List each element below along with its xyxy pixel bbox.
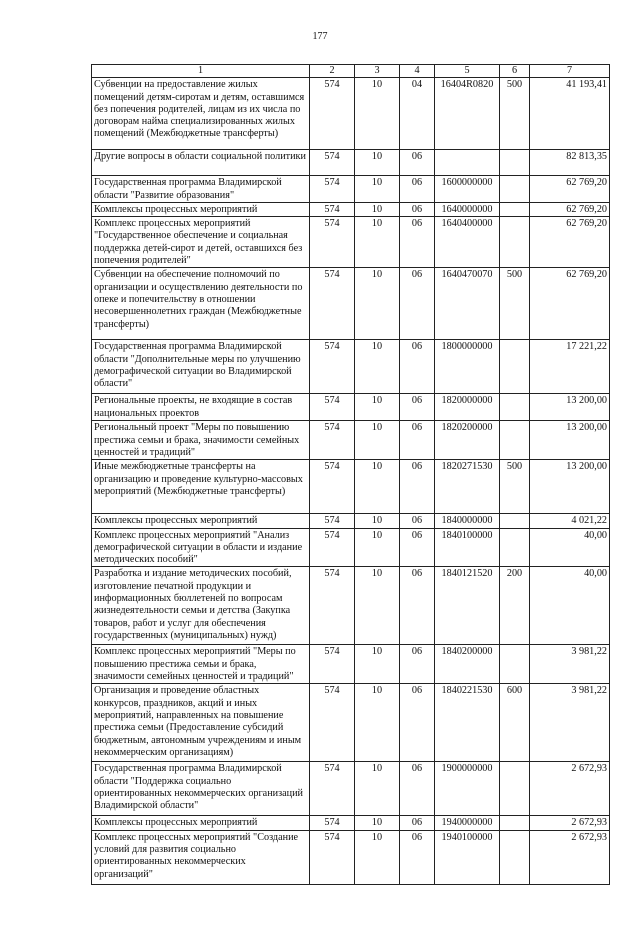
column-header-7: 7 (530, 65, 610, 78)
row-amount: 62 769,20 (530, 217, 610, 268)
row-expense-type (500, 816, 530, 830)
table-row (92, 421, 610, 460)
row-target-article: 1840121520 (435, 567, 500, 645)
row-expense-type (500, 528, 530, 567)
row-razdel: 10 (355, 816, 400, 830)
row-amount: 17 221,22 (530, 340, 610, 394)
table-row (92, 816, 610, 830)
row-amount: 41 193,41 (530, 78, 610, 150)
table-row (92, 567, 610, 645)
row-glava: 574 (310, 567, 355, 645)
row-target-article: 1640400000 (435, 217, 500, 268)
row-glava: 574 (310, 217, 355, 268)
row-expense-type: 500 (500, 78, 530, 150)
row-glava: 574 (310, 460, 355, 514)
row-expense-type (500, 830, 530, 884)
row-name: Комплекс процессных мероприятий "Государственное обеспечение и социальная поддержка детей-сирот и детей, оставшихся без попечения родителей" (92, 217, 310, 268)
table-row (92, 394, 610, 421)
row-target-article: 1840200000 (435, 645, 500, 684)
row-expense-type (500, 394, 530, 421)
row-razdel: 10 (355, 340, 400, 394)
row-target-article: 1820200000 (435, 421, 500, 460)
row-podrazdel: 06 (400, 762, 435, 816)
row-name: Региональные проекты, не входящие в состав национальных проектов (92, 394, 310, 421)
row-target-article: 1820000000 (435, 394, 500, 421)
row-expense-type (500, 176, 530, 203)
budget-table (91, 64, 610, 885)
row-expense-type: 500 (500, 460, 530, 514)
row-target-article: 1840000000 (435, 514, 500, 528)
table-row (92, 78, 610, 150)
column-header-5: 5 (435, 65, 500, 78)
row-razdel: 10 (355, 268, 400, 340)
row-target-article: 1940000000 (435, 816, 500, 830)
row-podrazdel: 06 (400, 816, 435, 830)
row-razdel: 10 (355, 78, 400, 150)
row-podrazdel: 06 (400, 150, 435, 176)
row-target-article: 1940100000 (435, 830, 500, 884)
row-podrazdel: 06 (400, 567, 435, 645)
row-podrazdel: 06 (400, 514, 435, 528)
row-podrazdel: 06 (400, 528, 435, 567)
column-header-1: 1 (92, 65, 310, 78)
column-header-4: 4 (400, 65, 435, 78)
row-razdel: 10 (355, 460, 400, 514)
row-name: Региональный проект "Меры по повышению престижа семьи и брака, значимости семейных ценностей и традиций" (92, 421, 310, 460)
row-glava: 574 (310, 340, 355, 394)
row-name: Субвенции на предоставление жилых помещений детям-сиротам и детям, оставшимся без попечения родителей, лицам из их числа по договорам найма специализированных жилых помещений (Межбюджетные трансферты) (92, 78, 310, 150)
column-header-2: 2 (310, 65, 355, 78)
row-name: Комплексы процессных мероприятий (92, 816, 310, 830)
row-target-article: 1640470070 (435, 268, 500, 340)
row-expense-type (500, 217, 530, 268)
row-razdel: 10 (355, 514, 400, 528)
row-expense-type: 200 (500, 567, 530, 645)
row-name: Государственная программа Владимирской области "Развитие образования" (92, 176, 310, 203)
row-podrazdel: 06 (400, 217, 435, 268)
row-razdel: 10 (355, 421, 400, 460)
row-target-article: 1840100000 (435, 528, 500, 567)
table-row (92, 830, 610, 884)
row-target-article (435, 150, 500, 176)
row-razdel: 10 (355, 150, 400, 176)
row-glava: 574 (310, 78, 355, 150)
table-row (92, 340, 610, 394)
table-row (92, 645, 610, 684)
row-glava: 574 (310, 528, 355, 567)
row-target-article: 1840221530 (435, 684, 500, 762)
row-name: Другие вопросы в области социальной политики (92, 150, 310, 176)
table-row (92, 150, 610, 176)
row-podrazdel: 06 (400, 645, 435, 684)
row-razdel: 10 (355, 762, 400, 816)
row-amount: 13 200,00 (530, 460, 610, 514)
table-row (92, 514, 610, 528)
row-name: Комплексы процессных мероприятий (92, 202, 310, 216)
row-glava: 574 (310, 421, 355, 460)
row-glava: 574 (310, 268, 355, 340)
row-glava: 574 (310, 514, 355, 528)
row-expense-type (500, 762, 530, 816)
row-name: Субвенции на обеспечение полномочий по организации и осуществлению деятельности по опеке и попечительству в отношении несовершеннолетних граждан (Межбюджетные трансферты) (92, 268, 310, 340)
row-amount: 13 200,00 (530, 394, 610, 421)
row-amount: 62 769,20 (530, 176, 610, 203)
row-target-article: 16404R0820 (435, 78, 500, 150)
row-razdel: 10 (355, 176, 400, 203)
row-target-article: 1800000000 (435, 340, 500, 394)
row-name: Организация и проведение областных конкурсов, праздников, акций и иных мероприятий, направленных на повышение престижа семьи (Предоставление субсидий бюджетным, автономным учреждениям и иным некоммерческим организациям) (92, 684, 310, 762)
row-glava: 574 (310, 816, 355, 830)
row-razdel: 10 (355, 684, 400, 762)
row-glava: 574 (310, 202, 355, 216)
row-razdel: 10 (355, 645, 400, 684)
row-glava: 574 (310, 150, 355, 176)
row-amount: 2 672,93 (530, 816, 610, 830)
row-name: Комплекс процессных мероприятий "Создание условий для развития социально ориентированных некоммерческих организаций" (92, 830, 310, 884)
table-row (92, 202, 610, 216)
column-header-6: 6 (500, 65, 530, 78)
row-target-article: 1600000000 (435, 176, 500, 203)
row-expense-type (500, 645, 530, 684)
table-row (92, 684, 610, 762)
row-razdel: 10 (355, 217, 400, 268)
row-amount: 82 813,35 (530, 150, 610, 176)
table-row (92, 460, 610, 514)
row-name: Иные межбюджетные трансферты на организацию и проведение культурно-массовых мероприятий (Межбюджетные трансферты) (92, 460, 310, 514)
row-expense-type: 500 (500, 268, 530, 340)
row-razdel: 10 (355, 830, 400, 884)
page-number: 177 (312, 31, 328, 42)
row-name: Государственная программа Владимирской области "Поддержка социально ориентированных некоммерческих организаций Владимирской области" (92, 762, 310, 816)
row-name: Комплекс процессных мероприятий "Меры по повышению престижа семьи и брака, значимости семейных ценностей и традиций" (92, 645, 310, 684)
column-header-3: 3 (355, 65, 400, 78)
row-podrazdel: 04 (400, 78, 435, 150)
row-expense-type: 600 (500, 684, 530, 762)
row-name: Государственная программа Владимирской области "Дополнительные меры по улучшению демографической ситуации во Владимирской области" (92, 340, 310, 394)
row-podrazdel: 06 (400, 684, 435, 762)
row-name: Разработка и издание методических пособий, изготовление печатной продукции и информационных бюллетеней по вопросам жизнедеятельности семьи и детства (Закупка товаров, работ и услуг для обеспечения государственных (муниципальных) нужд) (92, 567, 310, 645)
table-row (92, 268, 610, 340)
table-header-row (92, 65, 610, 78)
row-expense-type (500, 150, 530, 176)
row-razdel: 10 (355, 202, 400, 216)
row-podrazdel: 06 (400, 202, 435, 216)
row-glava: 574 (310, 645, 355, 684)
row-amount: 62 769,20 (530, 202, 610, 216)
row-glava: 574 (310, 176, 355, 203)
row-razdel: 10 (355, 528, 400, 567)
table-row (92, 762, 610, 816)
row-podrazdel: 06 (400, 176, 435, 203)
row-target-article: 1640000000 (435, 202, 500, 216)
table-row (92, 217, 610, 268)
row-razdel: 10 (355, 394, 400, 421)
row-podrazdel: 06 (400, 421, 435, 460)
row-expense-type (500, 421, 530, 460)
table-row (92, 176, 610, 203)
row-expense-type (500, 202, 530, 216)
row-podrazdel: 06 (400, 830, 435, 884)
row-razdel: 10 (355, 567, 400, 645)
row-podrazdel: 06 (400, 394, 435, 421)
row-target-article: 1820271530 (435, 460, 500, 514)
row-glava: 574 (310, 394, 355, 421)
row-target-article: 1900000000 (435, 762, 500, 816)
row-podrazdel: 06 (400, 340, 435, 394)
row-glava: 574 (310, 830, 355, 884)
row-expense-type (500, 514, 530, 528)
row-podrazdel: 06 (400, 460, 435, 514)
row-amount: 3 981,22 (530, 684, 610, 762)
row-name: Комплекс процессных мероприятий "Анализ демографической ситуации в области и издание методических пособий" (92, 528, 310, 567)
row-amount: 40,00 (530, 528, 610, 567)
table-row (92, 528, 610, 567)
row-amount: 2 672,93 (530, 762, 610, 816)
row-glava: 574 (310, 762, 355, 816)
row-amount: 4 021,22 (530, 514, 610, 528)
row-amount: 2 672,93 (530, 830, 610, 884)
row-amount: 40,00 (530, 567, 610, 645)
row-podrazdel: 06 (400, 268, 435, 340)
row-amount: 62 769,20 (530, 268, 610, 340)
row-name: Комплексы процессных мероприятий (92, 514, 310, 528)
row-amount: 3 981,22 (530, 645, 610, 684)
row-expense-type (500, 340, 530, 394)
row-glava: 574 (310, 684, 355, 762)
row-amount: 13 200,00 (530, 421, 610, 460)
